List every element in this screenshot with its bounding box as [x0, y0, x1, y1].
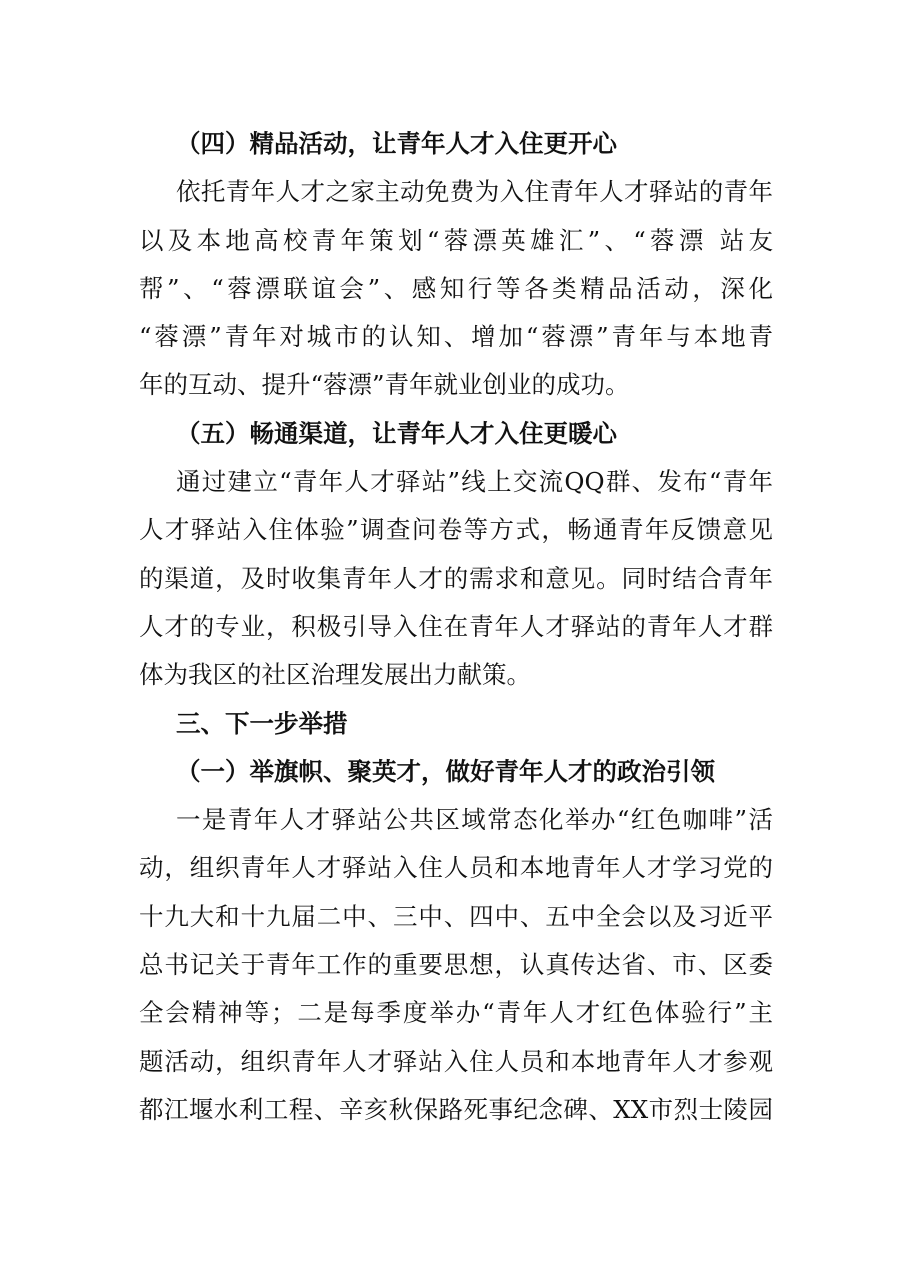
- paragraph-line: “蓉漂”青年对城市的认知、增加“蓉漂”青年与本地青: [139, 322, 773, 351]
- paragraph-line: 通过建立“青年人才驿站”线上交流QQ群、发布“青年: [176, 467, 773, 496]
- section-5-heading: （五）畅通渠道，让青年人才入住更暖心: [176, 419, 617, 448]
- paragraph-line: 总书记关于青年工作的重要思想，认真传达省、市、区委: [139, 950, 773, 979]
- paragraph-line: 全会精神等；二是每季度举办“青年人才红色体验行”主: [139, 998, 773, 1027]
- paragraph-line: 十九大和十九届二中、三中、四中、五中全会以及习近平: [139, 902, 773, 931]
- part-3-heading: 三、下一步举措: [176, 709, 348, 738]
- part-3-sub-1-heading: （一）举旗帜、聚英才，做好青年人才的政治引领: [176, 757, 715, 786]
- paragraph-line: 人才驿站入住体验”调查问卷等方式，畅通青年反馈意见: [139, 515, 773, 544]
- paragraph-line: 都江堰水利工程、辛亥秋保路死事纪念碑、XX市烈士陵园: [139, 1095, 773, 1124]
- paragraph-line: 人才的专业，积极引导入住在青年人才驿站的青年人才群: [139, 612, 773, 641]
- paragraph-line: 体为我区的社区治理发展出力献策。: [139, 660, 531, 689]
- paragraph-line: 的渠道，及时收集青年人才的需求和意见。同时结合青年: [139, 564, 773, 593]
- paragraph-line: 以及本地高校青年策划“蓉漂英雄汇”、“蓉漂 站友: [139, 226, 773, 255]
- paragraph-line: 一是青年人才驿站公共区域常态化举办“红色咖啡”活: [176, 805, 773, 834]
- paragraph-line: 动，组织青年人才驿站入住人员和本地青年人才学习党的: [139, 853, 773, 882]
- paragraph-line: 帮”、“蓉漂联谊会”、感知行等各类精品活动，深化: [139, 274, 773, 303]
- paragraph-line: 依托青年人才之家主动免费为入住青年人才驿站的青年: [176, 177, 773, 206]
- paragraph-line: 题活动，组织青年人才驿站入住人员和本地青年人才参观: [139, 1047, 773, 1076]
- section-4-heading: （四）精品活动，让青年人才入住更开心: [176, 129, 617, 158]
- paragraph-line: 年的互动、提升“蓉漂”青年就业创业的成功。: [139, 370, 630, 399]
